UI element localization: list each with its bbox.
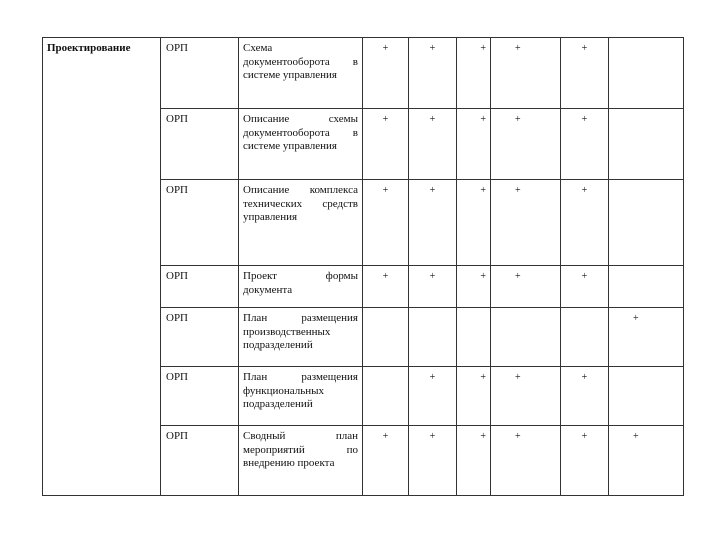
mark-cell: +: [363, 109, 409, 180]
mark-cell: [491, 308, 561, 367]
mark-cell: +: [561, 367, 609, 426]
mark-cell: +: [457, 266, 491, 308]
mark-cell: +: [457, 426, 491, 496]
mark-cell: +: [609, 426, 684, 496]
table-row: [43, 38, 684, 109]
org-cell: ОРП: [161, 109, 239, 180]
mark-cell: +: [491, 426, 561, 496]
mark-cell: +: [491, 266, 561, 308]
mark-cell: [409, 308, 457, 367]
mark-cell: +: [561, 266, 609, 308]
mark-cell: [609, 109, 684, 180]
mark-cell: +: [363, 38, 409, 109]
org-cell: ОРП: [161, 367, 239, 426]
mark-cell: +: [363, 266, 409, 308]
org-cell: ОРП: [161, 266, 239, 308]
mark-cell: +: [363, 426, 409, 496]
mark-cell: +: [561, 109, 609, 180]
mark-cell: +: [363, 180, 409, 266]
description-cell: Описание комплекса технических средств управления: [239, 180, 363, 266]
description-cell: Схема документооборота в системе управления: [239, 38, 363, 109]
description-cell: Описание схемы документооборота в системе управления: [239, 109, 363, 180]
description-cell: План размещения функциональных подразделений: [239, 367, 363, 426]
mark-cell: +: [491, 38, 561, 109]
org-cell: ОРП: [161, 38, 239, 109]
mark-cell: [609, 38, 684, 109]
mark-cell: [609, 180, 684, 266]
mark-cell: [363, 308, 409, 367]
mark-cell: +: [409, 38, 457, 109]
mark-cell: +: [561, 180, 609, 266]
mark-cell: [609, 266, 684, 308]
description-cell: Сводный план мероприятий по внедрению проекта: [239, 426, 363, 496]
mark-cell: +: [409, 266, 457, 308]
mark-cell: +: [457, 38, 491, 109]
mark-cell: +: [561, 38, 609, 109]
mark-cell: +: [457, 109, 491, 180]
description-cell: Проект формы документа: [239, 266, 363, 308]
mark-cell: +: [609, 308, 684, 367]
description-cell: План размещения производственных подразделений: [239, 308, 363, 367]
org-cell: ОРП: [161, 426, 239, 496]
mark-cell: +: [409, 367, 457, 426]
mark-cell: +: [491, 367, 561, 426]
mark-cell: +: [491, 180, 561, 266]
mark-cell: +: [561, 426, 609, 496]
mark-cell: +: [409, 109, 457, 180]
mark-cell: +: [409, 180, 457, 266]
project-document-table: [42, 37, 684, 496]
mark-cell: +: [409, 426, 457, 496]
mark-cell: [561, 308, 609, 367]
org-cell: ОРП: [161, 180, 239, 266]
mark-cell: +: [457, 180, 491, 266]
mark-cell: +: [457, 367, 491, 426]
stage-cell: Проектирование: [43, 38, 161, 496]
mark-cell: [457, 308, 491, 367]
mark-cell: [609, 367, 684, 426]
mark-cell: [363, 367, 409, 426]
org-cell: ОРП: [161, 308, 239, 367]
mark-cell: +: [491, 109, 561, 180]
